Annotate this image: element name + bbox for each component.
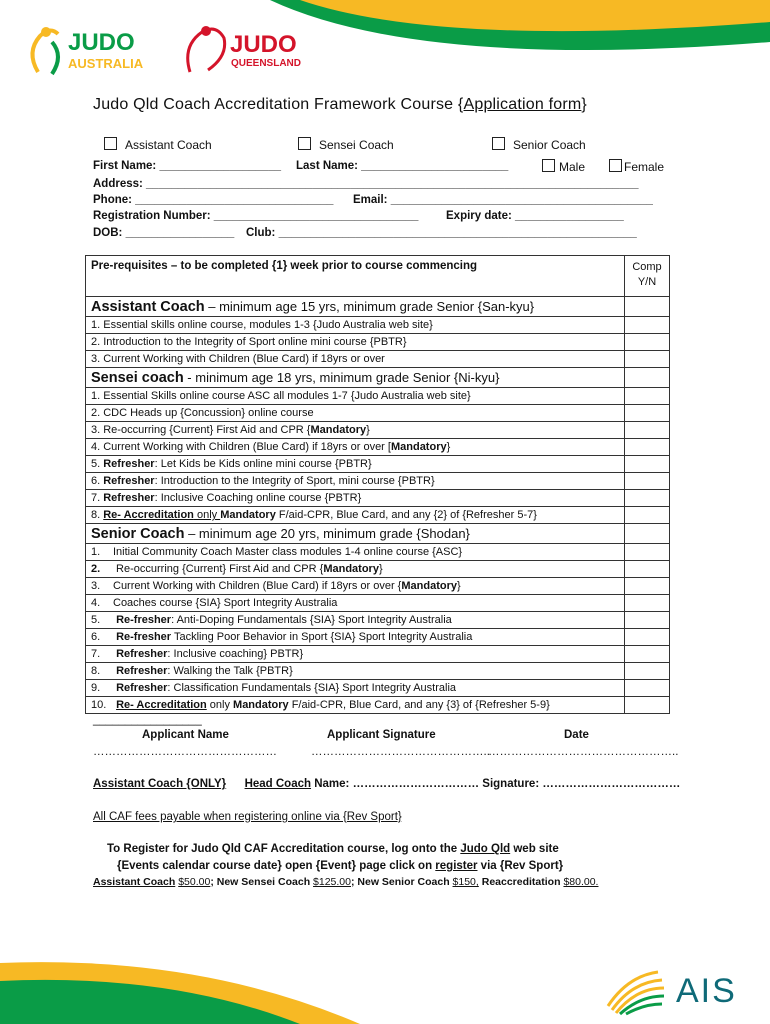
comp-cell[interactable] <box>625 490 670 507</box>
applicant-name-label: Applicant Name <box>142 729 229 741</box>
fee-assistant-price: $50.00 <box>178 876 211 888</box>
comp-cell[interactable] <box>625 561 670 578</box>
comp-cell[interactable] <box>625 629 670 646</box>
date-dots[interactable]: ………………………………………….. <box>488 746 679 758</box>
applicant-name-dots[interactable]: ………………………………………… <box>93 746 277 758</box>
register-line2-text: {Events calendar course date} open {Event} page click on <box>117 860 436 872</box>
senior-coach-option[interactable] <box>492 136 586 154</box>
title-prefix: Judo Qld Coach Accreditation Framework Course { <box>93 96 464 113</box>
item-number: 7. <box>91 648 101 660</box>
item-number: 3. <box>91 580 101 592</box>
judo-queensland-figure-icon <box>180 22 230 82</box>
table-row <box>86 334 670 351</box>
assistant-subtitle: – minimum age 15 yrs, minimum grade Senior {San-kyu} <box>204 298 535 314</box>
judo-australia-figure-icon <box>22 22 70 78</box>
item-text: Re-occurring {Current} First Aid and CPR { <box>113 563 324 575</box>
senior-section-row <box>86 524 670 544</box>
judo-queensland-logo-line2: QUEENSLAND <box>231 58 302 69</box>
sensei-coach-checkbox[interactable] <box>298 137 311 150</box>
fee-assistant-label: Assistant Coach <box>93 876 176 888</box>
assistant-section-row <box>86 297 670 317</box>
item-number: 1. <box>91 546 101 558</box>
comp-cell[interactable] <box>625 368 670 388</box>
item-text: : Let Kids be Kids online mini course {PBTR} <box>154 458 372 470</box>
applicant-signature-label: Applicant Signature <box>327 729 436 741</box>
sensei-item <box>86 405 625 422</box>
comp-cell[interactable] <box>625 663 670 680</box>
item-text: 6. <box>91 475 104 487</box>
item-bold: Mandatory <box>220 509 276 521</box>
item-number: 5. <box>91 614 101 626</box>
sensei-section-heading <box>86 368 625 388</box>
club-field[interactable]: Club: ________________________________________________________ <box>246 227 637 239</box>
item-text: 4. Current Working with Children (Blue Card) if 18yrs or over [ <box>91 441 391 453</box>
comp-cell[interactable] <box>625 595 670 612</box>
senior-item <box>86 646 625 663</box>
senior-heading: Senior Coach <box>91 525 185 542</box>
item-number: 8. <box>91 665 101 677</box>
assistant-item: 1. Essential skills online course, modules 1-3 {Judo Australia web site} <box>86 317 625 334</box>
sensei-item <box>86 456 625 473</box>
fee-reacc-label: Reaccreditation <box>478 876 564 888</box>
item-text: } <box>366 424 370 436</box>
senior-section-heading <box>86 524 625 544</box>
register-line1-text: To Register for Judo Qld CAF Accreditation course, log onto the <box>107 843 461 855</box>
judo-qld-link[interactable]: Judo Qld <box>460 843 511 855</box>
table-row <box>86 473 670 490</box>
senior-item <box>86 697 625 714</box>
comp-cell[interactable] <box>625 405 670 422</box>
table-row <box>86 405 670 422</box>
table-row <box>86 422 670 439</box>
sensei-item <box>86 439 625 456</box>
date-label: Date <box>564 729 589 741</box>
comp-cell[interactable] <box>625 388 670 405</box>
sensei-coach-option[interactable] <box>298 136 394 154</box>
head-coach-label: Head Coach <box>244 778 312 790</box>
comp-line2: Y/N <box>637 276 657 288</box>
table-row <box>86 388 670 405</box>
comp-cell[interactable] <box>625 317 670 334</box>
table-row <box>86 646 670 663</box>
item-text: Coaches course {SIA} Sport Integrity Australia <box>113 597 338 609</box>
sensei-item <box>86 422 625 439</box>
judo-queensland-logo <box>180 22 320 82</box>
item-bold: Refresher <box>116 682 168 694</box>
table-row <box>86 697 670 714</box>
table-header-row <box>86 256 670 297</box>
title-suffix: } <box>581 96 587 113</box>
item-bold: Mandatory <box>233 699 289 711</box>
register-line1-suffix: web site <box>510 843 559 855</box>
item-number: 9. <box>91 682 101 694</box>
comp-cell[interactable] <box>625 578 670 595</box>
assistant-item: 3. Current Working with Children (Blue Card) if 18yrs or over <box>86 351 625 368</box>
judo-queensland-logo-line1: JUDO <box>230 31 297 58</box>
address-field[interactable]: Address: _____________________________________________________________________________ <box>93 178 639 190</box>
item-text: : Classification Fundamentals {SIA} Sport Integrity Australia <box>167 682 457 694</box>
item-text: 1. Essential Skills online course ASC all modules 1-7 {Judo Australia web site} <box>91 390 471 402</box>
table-row <box>86 578 670 595</box>
ais-logo-text: AIS <box>676 972 737 1010</box>
item-text: : Introduction to the Integrity of Sport, mini course {PBTR} <box>154 475 435 487</box>
table-row <box>86 561 670 578</box>
head-coach-row <box>93 778 680 790</box>
item-text: F/aid-CPR, Blue Card, and any {3} of {Refresher 5-9} <box>288 699 550 711</box>
male-checkbox[interactable] <box>542 159 555 172</box>
item-bold: Re-fresher <box>116 631 172 643</box>
comp-cell[interactable] <box>625 612 670 629</box>
fee-senior-price: $150, <box>452 876 479 888</box>
comp-cell[interactable] <box>625 422 670 439</box>
dob-field[interactable]: DOB: _________________ <box>93 227 235 239</box>
item-text: 7. <box>91 492 104 504</box>
item-number: 6. <box>91 631 101 643</box>
comp-cell[interactable] <box>625 697 670 714</box>
table-row <box>86 680 670 697</box>
item-text: only <box>193 509 221 521</box>
assistant-heading: Assistant Coach <box>91 298 205 315</box>
register-line2 <box>117 860 563 872</box>
ais-logo <box>598 966 748 1016</box>
item-text: Tackling Poor Behavior in Sport {SIA} Sport Integrity Australia <box>171 631 473 643</box>
applicant-signature-dots[interactable]: ……………………………………….. <box>311 746 490 758</box>
judo-australia-logo <box>22 22 157 78</box>
sensei-item <box>86 473 625 490</box>
sensei-item <box>86 490 625 507</box>
item-text: : Inclusive coaching} PBTR} <box>167 648 304 660</box>
item-text: Current Working with Children (Blue Card) if 18yrs or over { <box>113 580 402 592</box>
register-link[interactable]: register <box>435 860 478 872</box>
senior-item <box>86 663 625 680</box>
item-text: } <box>378 563 383 575</box>
sensei-subtitle: - minimum age 18 yrs, minimum grade Senior {Ni-kyu} <box>183 369 500 385</box>
assistant-section-heading <box>86 297 625 317</box>
register-line1 <box>107 843 559 855</box>
item-text: 5. <box>91 458 104 470</box>
table-row <box>86 663 670 680</box>
table-row <box>86 595 670 612</box>
item-bold: Re- Accreditation <box>103 509 194 521</box>
comp-cell[interactable] <box>625 334 670 351</box>
item-text: F/aid-CPR, Blue Card, and any {2} of {Refresher 5-7} <box>275 509 537 521</box>
fee-sensei-price: $125.00 <box>313 876 351 888</box>
register-line2-suffix: via {Rev Sport} <box>477 860 564 872</box>
senior-item <box>86 561 625 578</box>
table-row <box>86 351 670 368</box>
item-bold: Mandatory <box>390 441 447 453</box>
senior-item <box>86 629 625 646</box>
senior-item <box>86 595 625 612</box>
senior-item <box>86 612 625 629</box>
item-text: 8. <box>91 509 104 521</box>
item-bold: Mandatory <box>310 424 367 436</box>
head-coach-signature-field[interactable]: Signature: ……………………………… <box>482 778 681 790</box>
table-row <box>86 507 670 524</box>
comp-cell[interactable] <box>625 680 670 697</box>
sensei-heading: Sensei coach <box>91 369 184 386</box>
male-option[interactable] <box>542 158 585 176</box>
table-row <box>86 456 670 473</box>
comp-cell[interactable] <box>625 524 670 544</box>
item-number: 10. <box>91 699 107 711</box>
item-text: } <box>456 580 461 592</box>
item-bold: Refresher <box>103 475 155 487</box>
senior-item <box>86 680 625 697</box>
item-bold: Re- Accreditation <box>116 699 207 711</box>
judo-australia-logo-line1: JUDO <box>68 29 135 56</box>
female-option[interactable] <box>609 158 664 176</box>
head-coach-name-field[interactable]: Name: …………………………… <box>311 778 480 790</box>
item-text: : Inclusive Coaching online course {PBTR} <box>154 492 362 504</box>
item-text: 3. Re-occurring {Current} First Aid and CPR { <box>91 424 311 436</box>
item-text: Initial Community Coach Master class modules 1-4 online course {ASC} <box>113 546 463 558</box>
female-checkbox[interactable] <box>609 159 622 172</box>
senior-item <box>86 578 625 595</box>
assistant-only-label: Assistant Coach {ONLY} <box>93 778 227 790</box>
table-row <box>86 544 670 561</box>
item-bold: Refresher <box>103 492 155 504</box>
registration-number-field[interactable]: Registration Number: ________________________________ <box>93 210 419 222</box>
item-text: only <box>206 699 234 711</box>
fee-senior-label: ; New Senior Coach <box>351 876 453 888</box>
senior-coach-label: Senior Coach <box>513 138 586 152</box>
email-field[interactable]: Email: _________________________________________ <box>353 194 653 206</box>
female-label: Female <box>624 160 665 174</box>
sensei-coach-label: Sensei Coach <box>319 138 394 152</box>
item-text: 2. CDC Heads up {Concussion} online course <box>91 407 314 419</box>
item-number: 2. <box>91 563 101 575</box>
senior-coach-checkbox[interactable] <box>492 137 505 150</box>
comp-cell[interactable] <box>625 646 670 663</box>
item-bold: Refresher <box>116 648 168 660</box>
item-text: } <box>446 441 451 453</box>
comp-cell[interactable] <box>625 473 670 490</box>
table-row <box>86 317 670 334</box>
fee-reacc-price: $80.00. <box>563 876 599 888</box>
comp-line1: Comp <box>632 261 662 273</box>
table-row <box>86 490 670 507</box>
senior-item <box>86 544 625 561</box>
comp-cell[interactable] <box>625 456 670 473</box>
sensei-item <box>86 507 625 524</box>
judo-australia-logo-line2: AUSTRALIA <box>68 56 144 71</box>
title-link: Application form <box>463 96 582 113</box>
comp-cell[interactable] <box>625 507 670 524</box>
item-bold: Mandatory <box>323 563 379 575</box>
applicant-name-line[interactable]: _________________ <box>93 714 202 726</box>
fees-line <box>93 876 598 888</box>
fee-sensei-label: ; New Sensei Coach <box>210 876 314 888</box>
senior-subtitle: – minimum age 20 yrs, minimum grade {Shodan} <box>184 525 470 541</box>
table-header: Pre-requisites – to be completed {1} week prior to course commencing <box>86 256 625 297</box>
sensei-item <box>86 388 625 405</box>
prerequisites-table <box>85 255 670 714</box>
assistant-coach-option[interactable] <box>104 136 212 154</box>
comp-column-header <box>625 256 670 297</box>
ais-burst-icon <box>598 966 668 1016</box>
table-row <box>86 629 670 646</box>
table-row <box>86 439 670 456</box>
fees-note: All CAF fees payable when registering online via {Rev Sport} <box>93 811 402 823</box>
comp-cell[interactable] <box>625 544 670 561</box>
phone-field[interactable]: Phone: _______________________________ <box>93 194 334 206</box>
assistant-coach-checkbox[interactable] <box>104 137 117 150</box>
sensei-section-row <box>86 368 670 388</box>
page-title <box>93 96 587 114</box>
item-text: : Walking the Talk {PBTR} <box>167 665 293 677</box>
table-row <box>86 612 670 629</box>
comp-cell[interactable] <box>625 439 670 456</box>
assistant-item: 2. Introduction to the Integrity of Sport online mini course {PBTR} <box>86 334 625 351</box>
comp-cell[interactable] <box>625 297 670 317</box>
assistant-coach-label: Assistant Coach <box>125 138 212 152</box>
item-number: 4. <box>91 597 101 609</box>
item-bold: Mandatory <box>401 580 457 592</box>
expiry-date-field[interactable]: Expiry date: _________________ <box>446 210 624 222</box>
item-bold: Re-fresher <box>116 614 172 626</box>
item-bold: Refresher <box>116 665 168 677</box>
last-name-field[interactable]: Last Name: _______________________ <box>296 160 509 172</box>
male-label: Male <box>559 160 586 174</box>
item-text: : Anti-Doping Fundamentals {SIA} Sport Integrity Australia <box>171 614 452 626</box>
comp-cell[interactable] <box>625 351 670 368</box>
item-bold: Refresher <box>103 458 155 470</box>
first-name-field[interactable]: First Name: ___________________ <box>93 160 281 172</box>
